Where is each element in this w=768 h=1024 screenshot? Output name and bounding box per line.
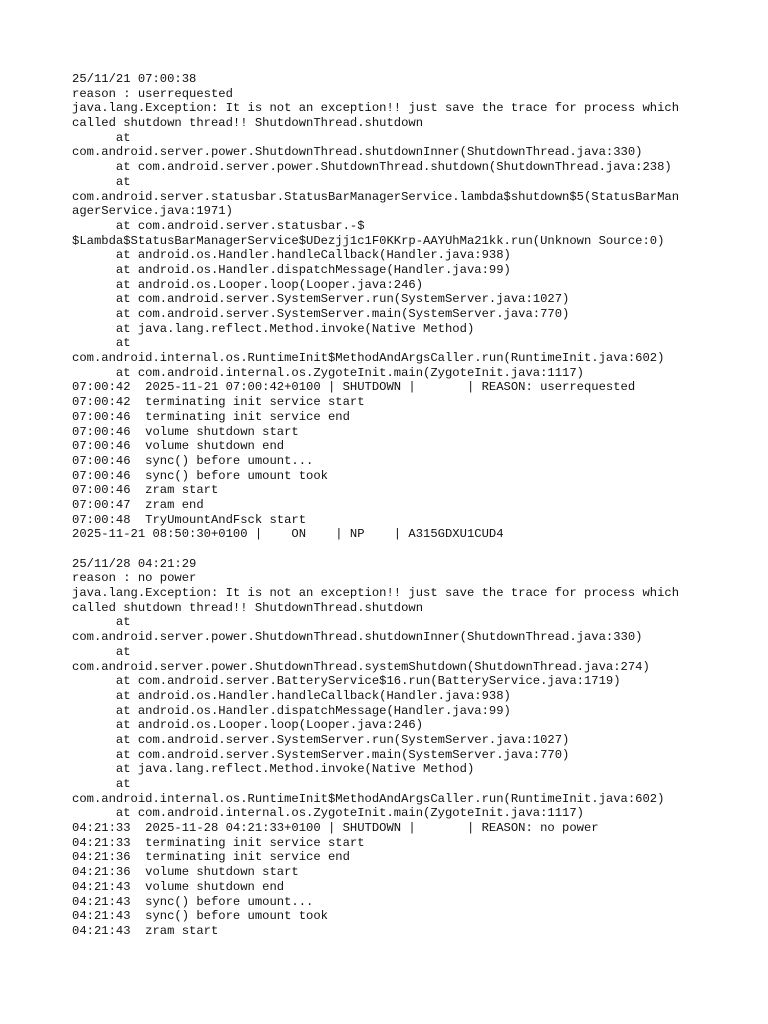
log-line: 07:00:46 zram start (72, 483, 219, 498)
log-line: 04:21:43 sync() before umount... (72, 894, 314, 909)
log-line: reason : no power (72, 571, 197, 586)
log-line: at java.lang.reflect.Method.invoke(Native Method) (72, 762, 475, 777)
log-line: at java.lang.reflect.Method.invoke(Native Method) (72, 321, 475, 336)
log-line: at android.os.Handler.dispatchMessage(Handler.java:99) (72, 262, 511, 277)
log-line: com.android.internal.os.RuntimeInit$MethodAndArgsCaller.run(RuntimeInit.java:602) (72, 791, 665, 806)
log-line: at (72, 130, 131, 145)
log-line: at com.android.internal.os.ZygoteInit.main(ZygoteInit.java:1117) (72, 365, 584, 380)
log-line: at (72, 174, 131, 189)
log-line: 07:00:46 sync() before umount... (72, 453, 314, 468)
log-line: at com.android.internal.os.ZygoteInit.main(ZygoteInit.java:1117) (72, 806, 584, 821)
log-line: com.android.server.statusbar.StatusBarManagerService.lambda$shutdown$5(StatusBarMan (72, 189, 680, 204)
log-line: 07:00:46 volume shutdown start (72, 424, 299, 439)
log-line: at (72, 336, 131, 351)
log-line: reason : userrequested (72, 86, 233, 101)
log-line: 07:00:46 terminating init service end (72, 409, 350, 424)
log-line: $Lambda$StatusBarManagerService$UDezjj1c1F0KKrp-AAYUhMa21kk.run(Unknown Source:0) (72, 233, 665, 248)
log-line: at com.android.server.statusbar.-$ (72, 218, 365, 233)
log-line: 07:00:47 zram end (72, 497, 204, 512)
log-line (72, 542, 712, 557)
log-document (72, 72, 712, 939)
log-line: java.lang.Exception: It is not an exception!! just save the trace for process which (72, 101, 680, 116)
log-line: called shutdown thread!! ShutdownThread.shutdown (72, 116, 424, 131)
log-line: com.android.internal.os.RuntimeInit$MethodAndArgsCaller.run(RuntimeInit.java:602) (72, 351, 665, 366)
log-line: 2025-11-21 08:50:30+0100 | ON | NP | A315GDXU1CUD4 (72, 527, 504, 542)
log-line: com.android.server.power.ShutdownThread.shutdownInner(ShutdownThread.java:330) (72, 145, 643, 160)
log-line: 04:21:43 zram start (72, 923, 219, 938)
log-line: 07:00:42 2025-11-21 07:00:42+0100 | SHUTDOWN | | REASON: userrequested (72, 380, 636, 395)
log-line: at com.android.server.power.ShutdownThread.shutdown(ShutdownThread.java:238) (72, 160, 672, 175)
log-line: at (72, 615, 131, 630)
log-line: at com.android.server.BatteryService$16.run(BatteryService.java:1719) (72, 674, 621, 689)
log-line: 04:21:36 terminating init service end (72, 850, 350, 865)
log-line: at (72, 644, 131, 659)
log-line: at com.android.server.SystemServer.run(SystemServer.java:1027) (72, 292, 570, 307)
log-line: 07:00:48 TryUmountAndFsck start (72, 512, 307, 527)
log-line: 07:00:46 volume shutdown end (72, 439, 285, 454)
log-line: at (72, 777, 131, 791)
log-line: 04:21:36 volume shutdown start (72, 865, 299, 880)
log-line: at android.os.Handler.handleCallback(Handler.java:938) (72, 688, 511, 703)
log-line: 07:00:42 terminating init service start (72, 395, 365, 410)
log-line: agerService.java:1971) (72, 204, 233, 219)
log-line: at com.android.server.SystemServer.run(SystemServer.java:1027) (72, 732, 570, 747)
log-line: called shutdown thread!! ShutdownThread.shutdown (72, 600, 424, 615)
log-line: com.android.server.power.ShutdownThread.systemShutdown(ShutdownThread.java:274) (72, 659, 650, 674)
log-line: at android.os.Looper.loop(Looper.java:246) (72, 277, 424, 292)
log-line: at com.android.server.SystemServer.main(SystemServer.java:770) (72, 747, 570, 762)
log-line: 07:00:46 sync() before umount took (72, 468, 328, 483)
log-line: java.lang.Exception: It is not an exception!! just save the trace for process which (72, 586, 680, 601)
log-line: at android.os.Handler.dispatchMessage(Handler.java:99) (72, 703, 511, 718)
log-line: com.android.server.power.ShutdownThread.shutdownInner(ShutdownThread.java:330) (72, 630, 643, 645)
log-line: 04:21:43 volume shutdown end (72, 879, 285, 894)
log-line: 04:21:33 2025-11-28 04:21:33+0100 | SHUTDOWN | | REASON: no power (72, 821, 599, 836)
log-line: 25/11/28 04:21:29 (72, 556, 197, 571)
log-line: 04:21:33 terminating init service start (72, 835, 365, 850)
log-line: 25/11/21 07:00:38 (72, 72, 197, 86)
log-line: 04:21:43 sync() before umount took (72, 909, 328, 924)
log-line: at android.os.Looper.loop(Looper.java:246) (72, 718, 424, 733)
log-line: at android.os.Handler.handleCallback(Handler.java:938) (72, 248, 511, 263)
log-line: at com.android.server.SystemServer.main(SystemServer.java:770) (72, 307, 570, 321)
